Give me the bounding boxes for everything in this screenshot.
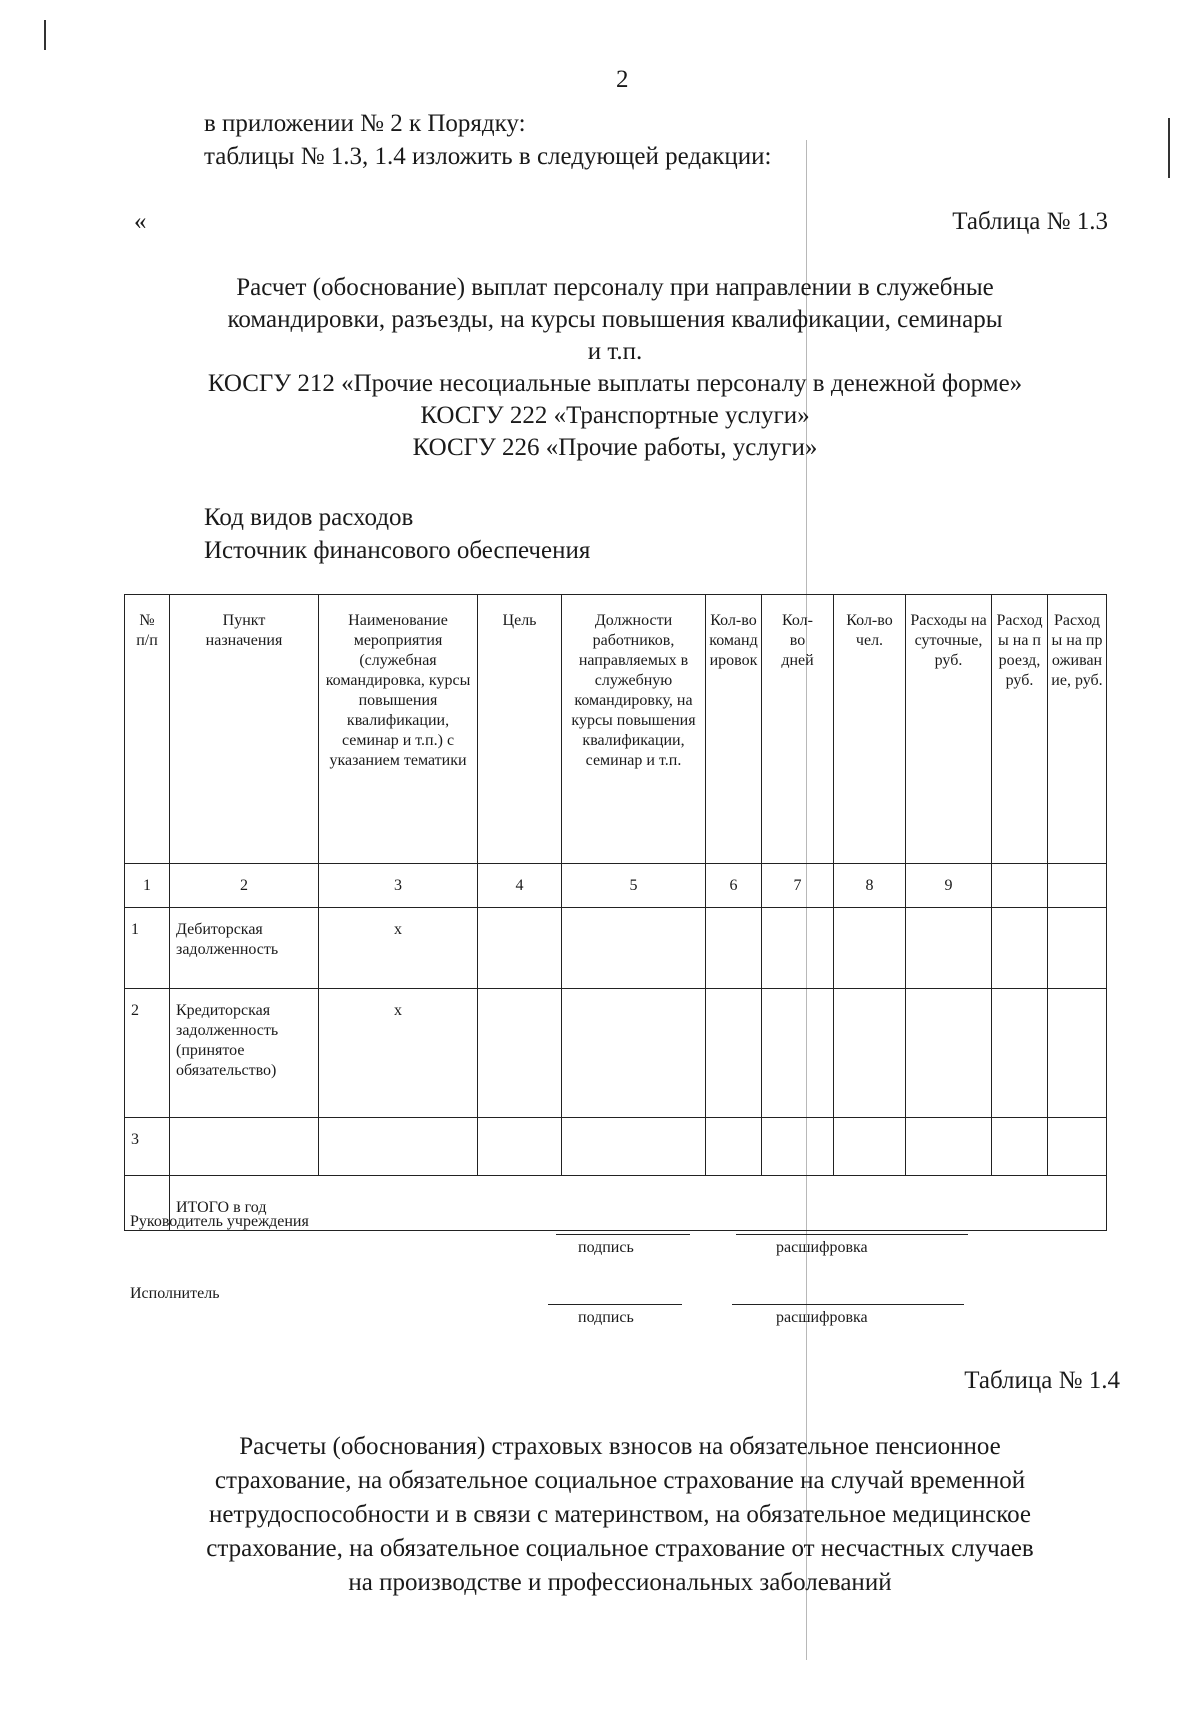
table-cell — [992, 989, 1048, 1118]
header-cell-no: № п/п — [125, 595, 170, 864]
row-number: 3 — [125, 1118, 170, 1176]
row-event: х — [319, 908, 478, 989]
column-number: 9 — [906, 864, 992, 908]
executor-label: Исполнитель — [130, 1285, 220, 1302]
scan-mark-right — [1168, 118, 1170, 178]
table-cell — [478, 908, 562, 989]
row-destination: Дебиторская задолженность — [170, 908, 319, 989]
column-number: 1 — [125, 864, 170, 908]
header-cell-daily-expenses: Расходы на суточные, руб. — [906, 595, 992, 864]
scan-mark-left — [44, 20, 46, 50]
column-number: 4 — [478, 864, 562, 908]
column-number: 5 — [562, 864, 706, 908]
table-14-title — [120, 1430, 1120, 1600]
column-number: 6 — [706, 864, 762, 908]
table-cell — [562, 1118, 706, 1176]
table-14-title-line-2: страхование, на обязательное социальное страхование на случай временной — [214, 1467, 1026, 1494]
table-13-title-line-1: Расчет (обоснование) выплат персоналу при направлении в служебные — [236, 274, 994, 301]
table-14-title-line-4: страхование, на обязательное социальное страхование от несчастных случаев — [206, 1535, 1034, 1562]
table-cell — [478, 989, 562, 1118]
table-cell — [906, 989, 992, 1118]
table-cell — [992, 908, 1048, 989]
table-14-title-line-1: Расчеты (обоснования) страховых взносов на обязательное пенсионное — [239, 1433, 1001, 1460]
row-destination — [170, 1118, 319, 1176]
header-cell-destination: Пункт назначения — [170, 595, 319, 864]
row-event — [319, 1118, 478, 1176]
expense-code-label: Код видов расходов — [204, 504, 414, 531]
table-cell — [834, 908, 906, 989]
row-number: 1 — [125, 908, 170, 989]
table-13-kosgu-212: КОСГУ 212 «Прочие несоциальные выплаты персоналу в денежной форме» — [207, 370, 1023, 397]
executor-signature-caption: подпись — [578, 1309, 634, 1326]
header-cell-trips-count: Кол-во командировок — [706, 595, 762, 864]
table-14-title-line-3: нетрудоспособности и в связи с материнством, на обязательное медицинское — [209, 1501, 1031, 1528]
head-signature-line — [556, 1234, 690, 1235]
table-cell — [1048, 989, 1107, 1118]
table-13-title-line-3: и т.п. — [587, 338, 643, 365]
head-of-institution-label: Руководитель учреждения — [130, 1213, 309, 1230]
table-cell — [762, 908, 834, 989]
table-cell — [992, 1118, 1048, 1176]
head-signature-caption: подпись — [578, 1239, 634, 1256]
column-number: 3 — [319, 864, 478, 908]
header-cell-event: Наименование мероприятия (служебная командировка, курсы повышения квалификации, семинар и т.п.) с указанием тематики — [319, 595, 478, 864]
table-13 — [124, 594, 1107, 1231]
table-13-kosgu-222: КОСГУ 222 «Транспортные услуги» — [420, 402, 810, 429]
open-quote: « — [134, 208, 147, 235]
header-cell-purpose: Цель — [478, 595, 562, 864]
header-cell-days-count: Кол-во дней — [762, 595, 834, 864]
page-number: 2 — [616, 66, 629, 93]
table-13-title-line-2: командировки, разъезды, на курсы повышения квалификации, семинары — [227, 306, 1003, 333]
table-14-label: Таблица № 1.4 — [964, 1367, 1120, 1394]
table-14-title-line-5: на производстве и профессиональных заболеваний — [348, 1569, 892, 1596]
executor-decoding-line — [732, 1304, 964, 1305]
header-cell-travel-expenses: Расходы на проезд, руб. — [992, 595, 1048, 864]
table-cell — [762, 989, 834, 1118]
table-row — [125, 989, 1107, 1118]
table-cell — [562, 908, 706, 989]
table-cell — [706, 989, 762, 1118]
table-13-column-numbers-row — [125, 864, 1107, 908]
table-cell — [834, 989, 906, 1118]
table-cell — [478, 1118, 562, 1176]
executor-signature-line — [548, 1304, 682, 1305]
head-decoding-line — [736, 1234, 968, 1235]
intro-line-1: в приложении № 2 к Порядку: — [204, 110, 526, 137]
column-number: 2 — [170, 864, 319, 908]
head-decoding-caption: расшифровка — [776, 1239, 868, 1256]
header-cell-lodging-expenses: Расходы на проживание, руб. — [1048, 595, 1107, 864]
row-destination: Кредиторская задолженность (принятое обязательство) — [170, 989, 319, 1118]
table-row — [125, 1118, 1107, 1176]
table-cell — [706, 908, 762, 989]
funding-source-label: Источник финансового обеспечения — [204, 537, 591, 564]
column-number — [1048, 864, 1107, 908]
table-cell — [562, 989, 706, 1118]
header-cell-positions: Должности работников, направляемых в служебную командировку, на курсы повышения квалификации, семинар и т.п. — [562, 595, 706, 864]
table-row — [125, 908, 1107, 989]
column-number: 7 — [762, 864, 834, 908]
header-cell-people-count: Кол-во чел. — [834, 595, 906, 864]
row-number: 2 — [125, 989, 170, 1118]
table-13-header-row — [125, 595, 1107, 864]
table-13-title — [120, 272, 1110, 464]
column-number: 8 — [834, 864, 906, 908]
table-cell — [762, 1118, 834, 1176]
intro-line-2: таблицы № 1.3, 1.4 изложить в следующей редакции: — [204, 143, 772, 170]
row-event: х — [319, 989, 478, 1118]
table-cell — [1048, 1118, 1107, 1176]
column-number — [992, 864, 1048, 908]
executor-decoding-caption: расшифровка — [776, 1309, 868, 1326]
total-label: ИТОГО в год — [170, 1176, 1107, 1231]
table-cell — [906, 1118, 992, 1176]
table-cell — [706, 1118, 762, 1176]
table-cell — [1048, 908, 1107, 989]
table-13-kosgu-226: КОСГУ 226 «Прочие работы, услуги» — [412, 434, 818, 461]
table-cell — [834, 1118, 906, 1176]
table-13-label: Таблица № 1.3 — [952, 208, 1108, 235]
table-cell — [906, 908, 992, 989]
